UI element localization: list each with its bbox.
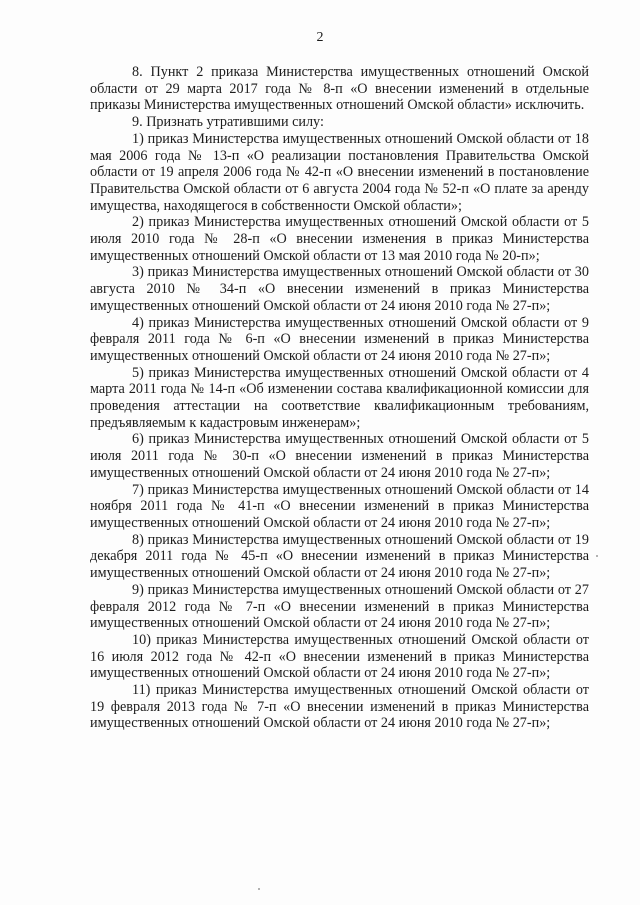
paragraph-item-9: 9. Признать утратившими силу: [132, 114, 324, 131]
list-item-2: 2) приказ Министерства имущественных отношений Омской области от 5 июля 2010 года № 28-п «О внесении изменения в приказ Министерства имущественных отношений Омской области от 13 мая 2010 года № 20-п»; [90, 214, 589, 264]
list-item-6: 6) приказ Министерства имущественных отношений Омской области от 5 июля 2011 года № 30-п «О внесении изменений в приказ Министерства имущественных отношений Омской области от 24 июня 2010 года № 27-п»; [90, 431, 589, 481]
paragraph-item-8: 8. Пункт 2 приказа Министерства имущественных отношений Омской области от 29 марта 2017 года № 8-п «О внесении изменений в отдельные приказы Министерства имущественных отношений Омской области» исключить. [90, 64, 589, 114]
list-item-7: 7) приказ Министерства имущественных отношений Омской области от 14 ноября 2011 года № 41-п «О внесении изменений в приказ Министерства имущественных отношений Омской области от 24 июня 2010 года № 27-п»; [90, 481, 589, 531]
scan-speck [258, 888, 260, 890]
list-item-9: 9) приказ Министерства имущественных отношений Омской области от 27 февраля 2012 года № 7-п «О внесении изменений в приказ Министерства имущественных отношений Омской области от 24 июня 2010 года № 27-п»; [90, 581, 589, 632]
list-item-11: 11) приказ Министерства имущественных отношений Омской области от 19 февраля 2013 года № 7-п «О внесении изменений в приказ Министерства имущественных отношений Омской области от 24 июня 2010 года № 27-п»; [90, 682, 589, 732]
list-item-10: 10) приказ Министерства имущественных отношений Омской области от 16 июля 2012 года № 42-п «О внесении изменений в приказ Министерства имущественных отношений Омской области от 24 июня 2010 года № 27-п»; [90, 631, 589, 682]
scan-speck [596, 555, 598, 557]
list-item-8: 8) приказ Министерства имущественных отношений Омской области от 19 декабря 2011 года № 45-п «О внесении изменений в приказ Министерства имущественных отношений Омской области от 24 июня 2010 года № 27-п»; [90, 531, 589, 582]
list-item-4: 4) приказ Министерства имущественных отношений Омской области от 9 февраля 2011 года № 6-п «О внесении изменений в приказ Министерства имущественных отношений Омской области от 24 июня 2010 года № 27-п»; [90, 314, 589, 364]
list-item-3: 3) приказ Министерства имущественных отношений Омской области от 30 августа 2010 № 34-п «О внесении изменений в приказ Министерства имущественных отношений Омской области от 24 июня 2010 года № 27-п»; [90, 264, 589, 314]
list-item-5: 5) приказ Министерства имущественных отношений Омской области от 4 марта 2011 года № 14-п «Об изменении состава квалификационной комиссии для проведения аттестации на соответствие квалификационным требованиям, предъявляемым к кадастровым инженерам»; [90, 364, 589, 431]
page-number: 2 [316, 30, 324, 45]
document-body [90, 64, 589, 732]
list-item-1: 1) приказ Министерства имущественных отношений Омской области от 18 мая 2006 года № 13-п «О реализации постановления Правительства Омской области от 19 апреля 2006 года № 42-п «О внесении изменений в постановление Правительства Омской области от 6 августа 2004 года № 52-п «О плате за аренду имущества, находящегося в собственности Омской области»; [90, 130, 589, 214]
